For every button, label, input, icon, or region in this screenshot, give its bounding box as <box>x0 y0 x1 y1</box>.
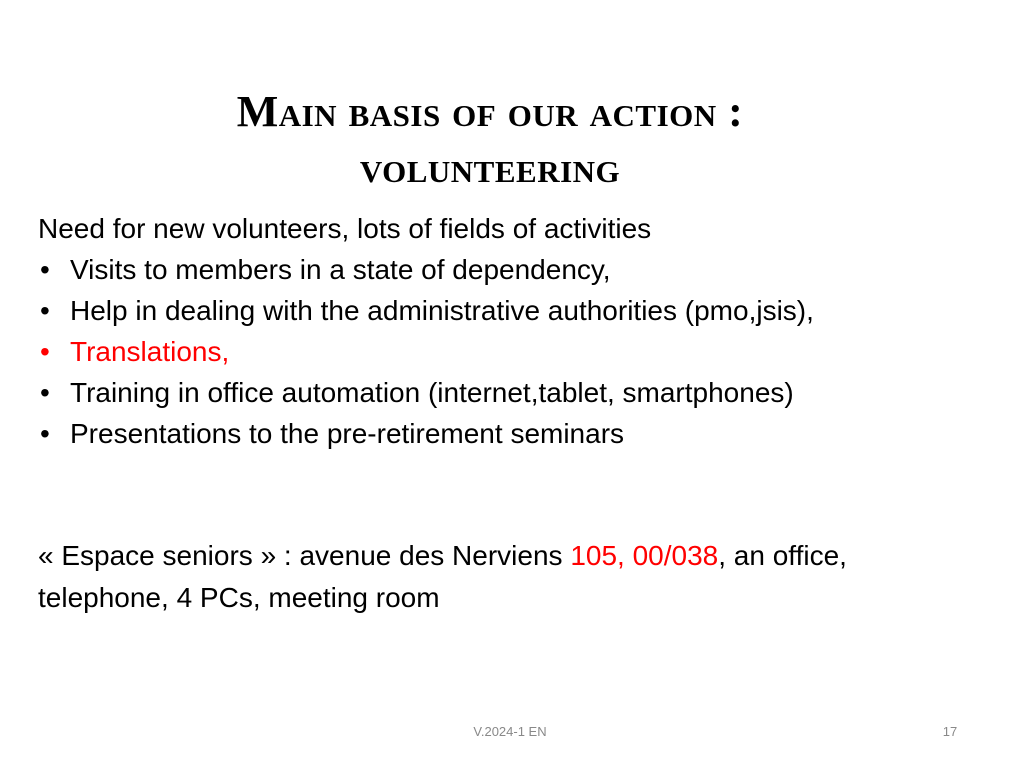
address-paragraph <box>38 535 998 619</box>
intro-text: Need for new volunteers, lots of fields of activities <box>38 213 652 244</box>
slide-body <box>38 208 998 454</box>
slide-title-line-2: volunteering <box>359 143 621 192</box>
bullet-item-training <box>38 372 998 413</box>
slide-title <box>90 84 890 196</box>
bullet-text: Translations, <box>70 336 230 367</box>
address-line-2: telephone, 4 PCs, meeting room <box>38 582 440 613</box>
bullet-text: Training in office automation (internet,tablet, smartphones) <box>70 377 794 408</box>
bullet-icon: • <box>40 418 50 449</box>
address-room-number: 105, 00/038 <box>570 540 719 571</box>
page-number: 17 <box>942 724 958 739</box>
bullet-text: Presentations to the pre-retirement seminars <box>70 418 625 449</box>
slide-title-line-1: Main basis of our action : <box>236 87 744 136</box>
address-prefix: « Espace seniors » : avenue des Nerviens <box>38 540 571 571</box>
bullet-item-translations <box>38 331 998 372</box>
bullet-item-administrative-help <box>38 290 998 331</box>
bullet-item-visits <box>38 249 998 290</box>
address-suffix: , an office, <box>718 540 847 571</box>
bullet-list <box>38 249 998 454</box>
bullet-icon: • <box>40 254 50 285</box>
bullet-item-presentations <box>38 413 998 454</box>
bullet-icon: • <box>40 336 50 367</box>
footer-version: V.2024-1 EN <box>473 724 547 739</box>
bullet-icon: • <box>40 377 50 408</box>
bullet-text: Help in dealing with the administrative authorities (pmo,jsis), <box>70 295 814 326</box>
bullet-icon: • <box>40 295 50 326</box>
bullet-text: Visits to members in a state of dependency, <box>70 254 611 285</box>
